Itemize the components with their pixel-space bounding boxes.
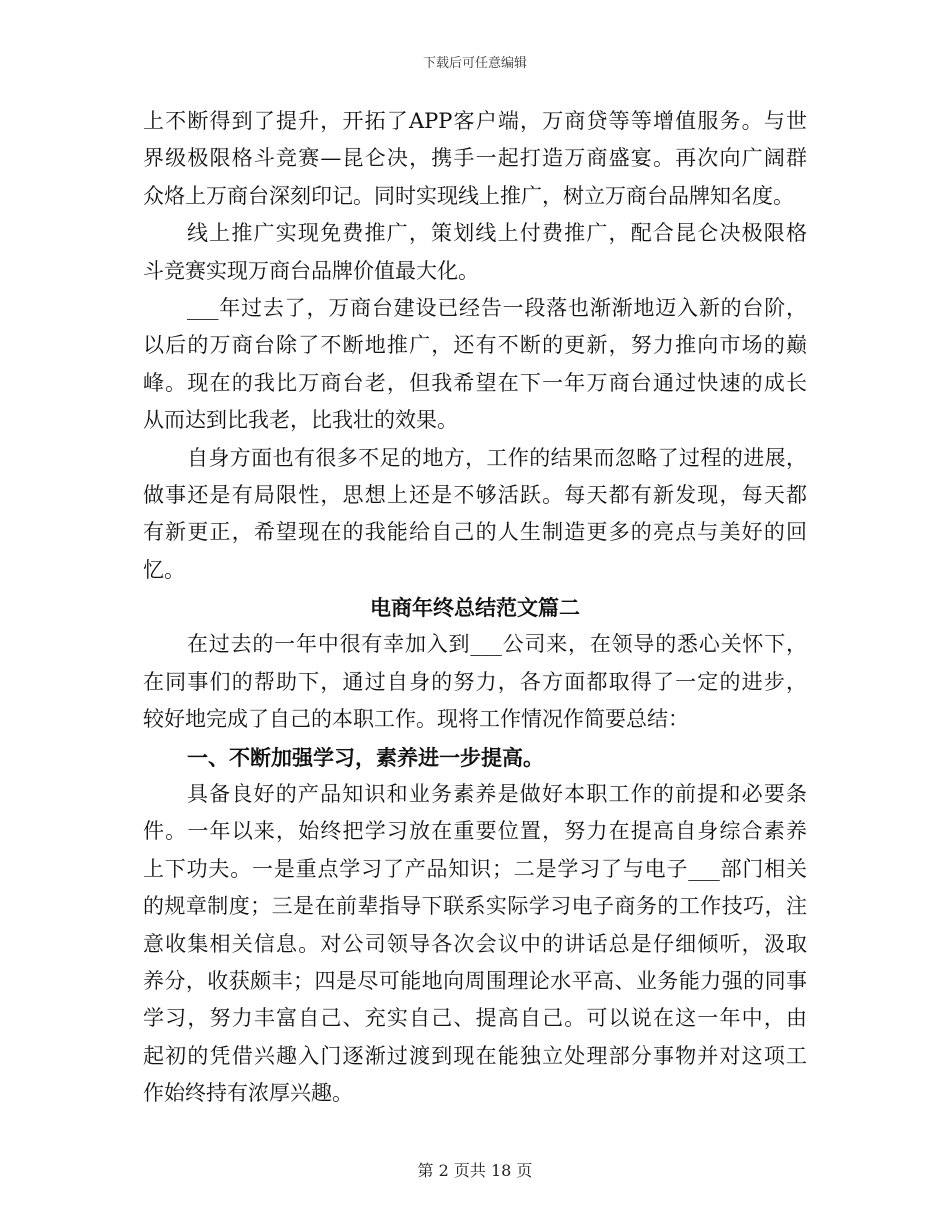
- text-line: 养分，收获颇丰；四是尽可能地向周围理论水平高、业务能力强的同事: [143, 968, 807, 993]
- text-line: 在过去的一年中很有幸加入到___公司来，在领导的悉心关怀下，: [187, 632, 807, 657]
- text-line: 上下功夫。一是重点学习了产品知识；二是学习了与电子___部门相关: [143, 856, 807, 881]
- text-line: 作始终持有浓厚兴趣。: [143, 1081, 353, 1106]
- text-line: 斗竞赛实现万商台品牌价值最大化。: [143, 258, 479, 283]
- section-title: [143, 589, 807, 626]
- text-line: 从而达到比我老，比我壮的效果。: [143, 408, 458, 433]
- paragraph: [143, 290, 807, 440]
- text-line: 做事还是有局限性，思想上还是不够活跃。每天都有新发现，每天都: [143, 482, 807, 507]
- paragraph: [143, 776, 807, 1113]
- text-line: 上不断得到了提升，开拓了APP客户端，万商贷等等增值服务。与世: [143, 109, 807, 133]
- text-line: 较好地完成了自己的本职工作。现将工作情况作简要总结：: [143, 707, 689, 732]
- text-line: 线上推广实现免费推广，策划线上付费推广，配合昆仑决极限格: [187, 221, 807, 246]
- text-line: 峰。现在的我比万商台老，但我希望在下一年万商台通过快速的成长: [143, 370, 807, 395]
- text-line: 具备良好的产品知识和业务素养是做好本职工作的前提和必要条: [187, 782, 807, 807]
- subheading: [143, 739, 807, 776]
- section-title-text: 电商年终总结范文篇二: [370, 595, 580, 621]
- text-line: 有新更正，希望现在的我能给自己的人生制造更多的亮点与美好的回: [143, 520, 807, 545]
- text-line: 自身方面也有很多不足的地方，工作的结果而忽略了过程的进展，: [187, 445, 807, 470]
- text-line: 界级极限格斗竞赛—昆仑决，携手一起打造万商盛宴。再次向广阔群: [143, 146, 807, 171]
- text-line: 件。一年以来，始终把学习放在重要位置，努力在提高自身综合素养: [143, 819, 807, 844]
- page-number: 第 2 页共 18 页: [417, 1161, 533, 1180]
- paragraph: [143, 103, 807, 215]
- page-header: 下载后可任意编辑: [422, 56, 527, 71]
- paragraph: [143, 215, 807, 290]
- text-line: 学习，努力丰富自己、充实自己、提高自己。可以说在这一年中，由: [143, 1006, 807, 1031]
- text-line: 在同事们的帮助下，通过自身的努力，各方面都取得了一定的进步，: [143, 669, 807, 694]
- text-line: 众烙上万商台深刻印记。同时实现线上推广，树立万商台品牌知名度。: [143, 183, 794, 208]
- text-line: ___年过去了，万商台建设已经告一段落也渐渐地迈入新的台阶，: [187, 295, 807, 320]
- paragraph: [143, 440, 807, 590]
- text-line: 忆。: [143, 557, 185, 582]
- subheading-text: 一、不断加强学习，素养进一步提高。: [187, 744, 544, 770]
- document-body: [143, 103, 807, 1113]
- text-line: 意收集相关信息。对公司领导各次会议中的讲话总是仔细倾听，汲取: [143, 931, 807, 956]
- paragraph: [143, 626, 807, 738]
- text-line: 起初的凭借兴趣入门逐渐过渡到现在能独立处理部分事物并对这项工: [143, 1043, 807, 1068]
- text-line: 以后的万商台除了不断地推广，还有不断的更新，努力推向市场的巅: [143, 333, 807, 358]
- text-line: 的规章制度；三是在前辈指导下联系实际学习电子商务的工作技巧，注: [143, 894, 807, 919]
